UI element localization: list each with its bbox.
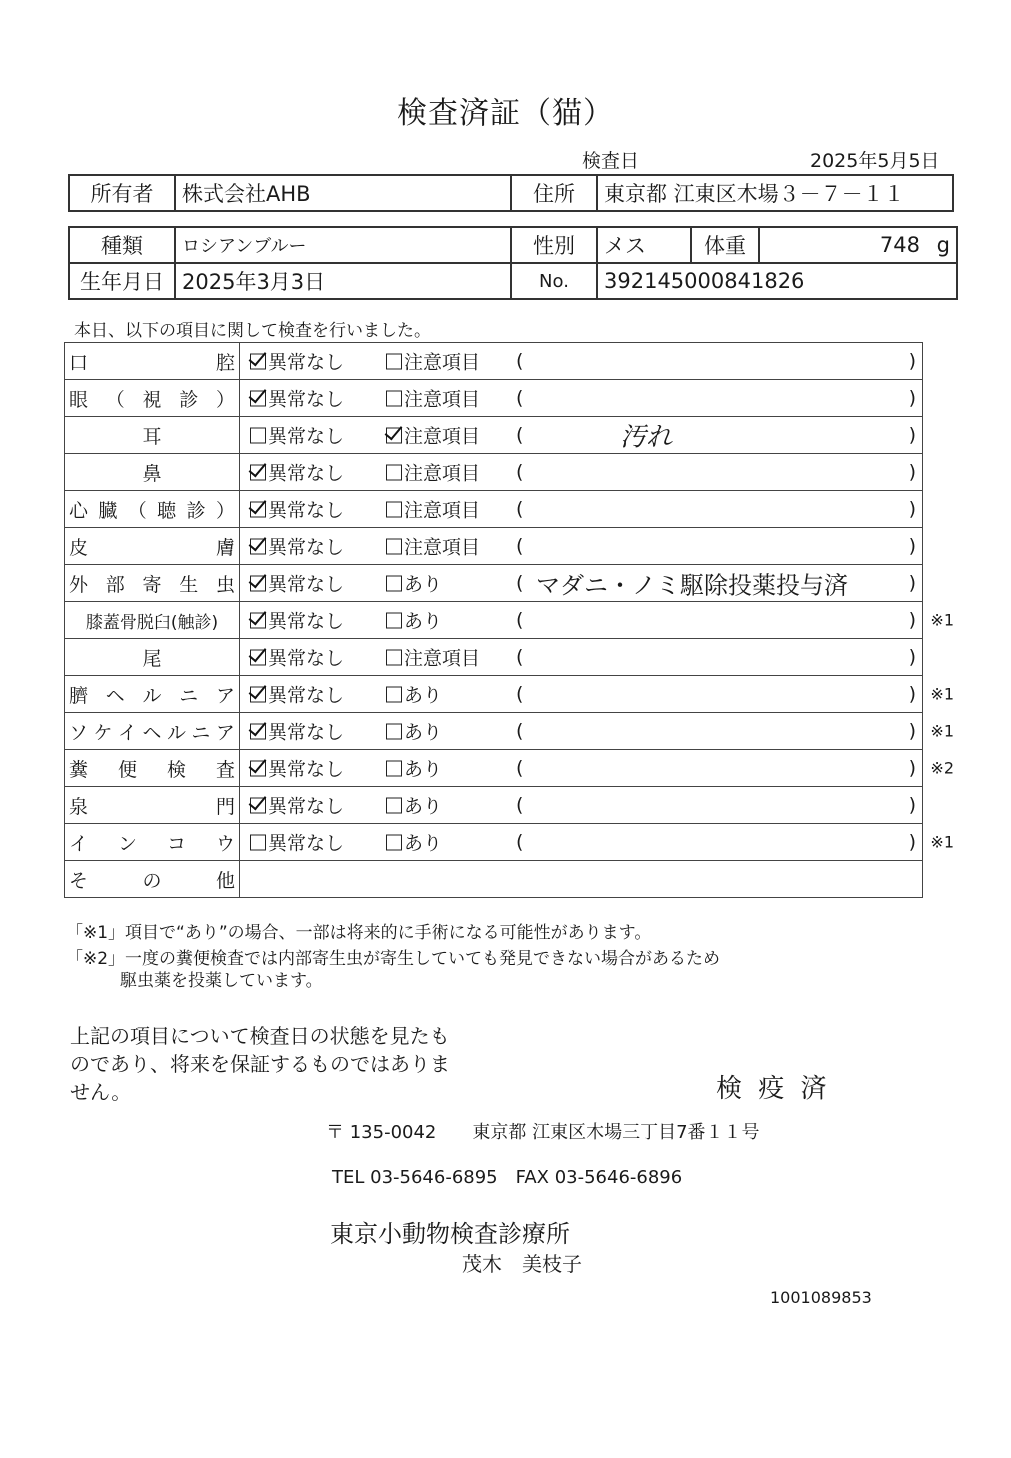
exam-note: 汚れ [620, 422, 673, 453]
exam-item-char: ウ [215, 832, 235, 855]
paren-close: ) [908, 350, 916, 372]
exam-item-char: 膚 [215, 536, 235, 559]
paren-open: ( [516, 387, 524, 409]
paren-close: ) [908, 572, 916, 594]
option-no-abnormality[interactable] [250, 422, 344, 449]
exam-row [65, 861, 923, 898]
option-label: 異常なし [268, 721, 345, 744]
clinic-name: 東京小動物検査診療所 [330, 1220, 570, 1248]
option-no-abnormality[interactable] [250, 570, 344, 597]
animal-table [68, 226, 958, 300]
exam-item-char: 診 [179, 388, 199, 411]
exam-item-char: 門 [215, 795, 235, 818]
option-attention[interactable] [386, 607, 442, 634]
option-no-abnormality[interactable] [250, 644, 344, 671]
option-label: 異常なし [268, 425, 345, 448]
paren-open: ( [516, 350, 524, 372]
option-attention[interactable] [386, 570, 442, 597]
exam-item-char: ソ [69, 721, 89, 744]
option-no-abnormality[interactable] [250, 385, 344, 412]
checkbox-icon[interactable] [386, 760, 402, 776]
exam-row [65, 417, 923, 454]
option-no-abnormality[interactable] [250, 533, 344, 560]
footnote-mark: ※2 [930, 758, 954, 778]
address-label: 住所 [511, 175, 597, 211]
birth-value: 2025年3月3日 [175, 263, 511, 299]
option-attention[interactable] [386, 681, 442, 708]
clinic-address: 〒 135-0042 東京都 江東区木場三丁目7番１１号 [326, 1122, 760, 1143]
breed-label: 種類 [69, 227, 175, 263]
sex-value: メス [597, 227, 691, 263]
option-label: 異常なし [268, 795, 345, 818]
exam-item-char: 査 [215, 758, 235, 781]
checkbox-icon[interactable] [386, 649, 402, 665]
exam-item-label [65, 787, 240, 824]
exam-result-cell [240, 824, 954, 861]
owner-table [68, 174, 954, 212]
footnote-1: 「※1」項目で“あり”の場合、一部は将来的に手術になる可能性があります。 [66, 923, 652, 943]
birth-label: 生年月日 [69, 263, 175, 299]
checkbox-icon[interactable] [386, 797, 402, 813]
checkbox-icon[interactable] [386, 612, 402, 628]
paren-close: ) [908, 683, 916, 705]
option-attention[interactable] [386, 792, 442, 819]
exam-result-cell [240, 750, 954, 787]
exam-item-label [65, 824, 240, 861]
paren-close: ) [908, 424, 916, 446]
exam-item-label [65, 380, 240, 417]
option-no-abnormality[interactable] [250, 459, 344, 486]
exam-item-char: の [142, 869, 162, 892]
exam-item-label [65, 528, 240, 565]
checked-box-icon[interactable] [250, 390, 266, 406]
exam-result-cell [240, 713, 954, 750]
exam-row [65, 343, 923, 380]
exam-date-label: 検査日 [582, 150, 640, 172]
option-attention[interactable] [386, 348, 480, 375]
paren-open: ( [516, 646, 524, 668]
option-label: 異常なし [268, 462, 345, 485]
exam-result-cell [240, 602, 954, 639]
exam-item-char: （ [105, 388, 125, 411]
exam-item-char: 聴 [157, 499, 177, 522]
option-attention[interactable] [386, 533, 480, 560]
option-label: 異常なし [268, 499, 345, 522]
option-label: あり [404, 795, 443, 818]
weight-label: 体重 [691, 227, 759, 263]
paren-close: ) [908, 794, 916, 816]
weight-cell [759, 227, 957, 263]
paren-close: ) [908, 831, 916, 853]
exam-item-char: 尾 [142, 647, 162, 670]
exam-item-char: 虫 [215, 573, 235, 596]
exam-item-char: ア [215, 721, 235, 744]
exam-item-char: ン [117, 832, 137, 855]
exam-row [65, 380, 923, 417]
paren-open: ( [516, 535, 524, 557]
number-label: No. [511, 263, 597, 299]
option-no-abnormality[interactable] [250, 829, 344, 856]
exam-item-char: 視 [142, 388, 162, 411]
option-no-abnormality[interactable] [250, 496, 344, 523]
exam-item-char: （ [127, 499, 147, 522]
exam-item-label [65, 343, 240, 380]
exam-result-cell [240, 565, 923, 602]
footnote-mark: ※1 [930, 610, 954, 630]
checkbox-icon[interactable] [386, 390, 402, 406]
checked-box-icon[interactable] [250, 797, 266, 813]
paren-close: ) [908, 498, 916, 520]
address-value: 東京都 江東区木場３－７－１１ [597, 175, 953, 211]
option-label: あり [404, 758, 443, 781]
exam-item-char: 便 [117, 758, 137, 781]
exam-item-char: 皮 [69, 536, 89, 559]
clinic-contact: TEL 03-5646-6895 FAX 03-5646-6896 [332, 1167, 683, 1188]
checked-box-icon[interactable] [250, 723, 266, 739]
paren-open: ( [516, 609, 524, 631]
option-label: 注意項目 [404, 499, 481, 522]
option-label: あり [404, 573, 443, 596]
checked-box-icon[interactable] [250, 686, 266, 702]
paren-open: ( [516, 498, 524, 520]
exam-item-char: イ [117, 721, 137, 744]
exam-row [65, 713, 923, 750]
exam-item-label [65, 454, 240, 491]
exam-row [65, 602, 923, 639]
paren-open: ( [516, 831, 524, 853]
option-label: 注意項目 [404, 351, 481, 374]
option-label: 注意項目 [404, 536, 481, 559]
checked-box-icon[interactable] [250, 501, 266, 517]
paren-open: ( [516, 461, 524, 483]
checkbox-icon[interactable] [386, 575, 402, 591]
option-label: 注意項目 [404, 647, 481, 670]
paren-open: ( [516, 683, 524, 705]
option-label: あり [404, 610, 443, 633]
paren-close: ) [908, 720, 916, 742]
page-title: 検査済証（猫） [397, 96, 614, 131]
option-label: 異常なし [268, 536, 345, 559]
exam-item-char: 外 [69, 573, 89, 596]
weight-unit: g [936, 233, 950, 257]
exam-item-label [65, 639, 240, 676]
breed-value: ロシアンブルー [175, 227, 511, 263]
exam-item-char: 口 [69, 351, 89, 374]
option-no-abnormality[interactable] [250, 681, 344, 708]
footnote-2: 「※2」一度の糞便検査では内部寄生虫が寄生していても発見できない場合があるため [66, 949, 721, 969]
option-label: あり [404, 684, 443, 707]
exam-item-char: 他 [215, 869, 235, 892]
option-label: 注意項目 [404, 425, 481, 448]
exam-item-char: 泉 [69, 795, 89, 818]
exam-item-char: 腔 [215, 351, 235, 374]
exam-item-label [65, 602, 240, 639]
exam-item-char: そ [69, 869, 89, 892]
exam-item-label [65, 417, 240, 454]
exam-result-cell [240, 639, 923, 676]
exam-item-char: ヘ [142, 721, 162, 744]
exam-result-cell [240, 417, 923, 454]
checkbox-icon[interactable] [386, 686, 402, 702]
paren-close: ) [908, 646, 916, 668]
checkbox-icon[interactable] [250, 834, 266, 850]
checkbox-icon[interactable] [386, 834, 402, 850]
exam-item-char: 眼 [69, 388, 89, 411]
option-no-abnormality[interactable] [250, 755, 344, 782]
checked-box-icon[interactable] [250, 575, 266, 591]
exam-row [65, 639, 923, 676]
exam-item-char: 診 [186, 499, 206, 522]
exam-item-char: コ [166, 832, 186, 855]
exam-item-char: ヘ [105, 684, 125, 707]
exam-item-char: 部 [105, 573, 125, 596]
exam-item-char: ニ [179, 684, 199, 707]
paren-close: ) [908, 609, 916, 631]
exam-item-char: 糞 [69, 758, 89, 781]
exam-item-char: 鼻 [142, 462, 162, 485]
option-label: 異常なし [268, 610, 345, 633]
checkbox-icon[interactable] [386, 353, 402, 369]
checkbox-icon[interactable] [386, 464, 402, 480]
owner-label: 所有者 [69, 175, 175, 211]
exam-result-cell [240, 380, 923, 417]
checked-box-icon[interactable] [250, 612, 266, 628]
inspection-stamp: 検 疫 済 [716, 1074, 831, 1104]
exam-item-char: 寄 [142, 573, 162, 596]
option-attention[interactable] [386, 385, 480, 412]
exam-result-cell [240, 491, 923, 528]
footnote-mark: ※1 [930, 721, 954, 741]
option-no-abnormality[interactable] [250, 792, 344, 819]
vet-name: 茂木 美枝子 [462, 1252, 582, 1276]
paren-close: ) [908, 757, 916, 779]
footnote-mark: ※1 [930, 832, 954, 852]
exam-table [64, 342, 954, 898]
exam-item-char: ケ [93, 721, 113, 744]
exam-row [65, 491, 923, 528]
option-label: 注意項目 [404, 388, 481, 411]
footnote-2-continued: 駆虫薬を投薬しています。 [120, 971, 323, 991]
checked-box-icon[interactable] [250, 353, 266, 369]
exam-item-char: 膝蓋骨脱臼(触診) [85, 612, 219, 633]
intro-text: 本日、以下の項目に関して検査を行いました。 [74, 321, 431, 341]
paren-open: ( [516, 794, 524, 816]
exam-item-label [65, 750, 240, 787]
exam-item-char: ） [215, 388, 235, 411]
checkbox-icon[interactable] [386, 538, 402, 554]
exam-item-char: ） [215, 499, 235, 522]
checked-box-icon[interactable] [250, 649, 266, 665]
option-label: 異常なし [268, 684, 345, 707]
exam-row [65, 676, 923, 713]
option-attention[interactable] [386, 644, 480, 671]
option-attention[interactable] [386, 459, 480, 486]
exam-item-label [65, 491, 240, 528]
option-label: あり [404, 832, 443, 855]
exam-item-char: 耳 [142, 425, 162, 448]
exam-result-cell [240, 861, 923, 898]
exam-result-cell [240, 787, 923, 824]
option-no-abnormality[interactable] [250, 607, 344, 634]
exam-item-char: 臍 [69, 684, 89, 707]
checked-box-icon[interactable] [250, 760, 266, 776]
exam-item-label [65, 713, 240, 750]
paren-close: ) [908, 387, 916, 409]
paren-close: ) [908, 535, 916, 557]
exam-item-label [65, 565, 240, 602]
option-attention[interactable] [386, 829, 442, 856]
exam-date-value: 2025年5月5日 [810, 150, 940, 172]
checked-box-icon[interactable] [250, 464, 266, 480]
owner-value: 株式会社AHB [175, 175, 511, 211]
exam-item-char: 臓 [98, 499, 118, 522]
paren-open: ( [516, 720, 524, 742]
exam-row [65, 824, 923, 861]
checkbox-icon[interactable] [386, 723, 402, 739]
exam-note: マダニ・ノミ駆除投薬投与済 [536, 571, 848, 600]
exam-item-char: ル [166, 721, 186, 744]
checked-box-icon[interactable] [386, 427, 402, 443]
paren-open: ( [516, 572, 524, 594]
paren-open: ( [516, 424, 524, 446]
option-label: 異常なし [268, 388, 345, 411]
option-attention[interactable] [386, 496, 480, 523]
exam-item-char: 心 [69, 499, 89, 522]
option-no-abnormality[interactable] [250, 348, 344, 375]
exam-row [65, 787, 923, 824]
exam-row [65, 528, 923, 565]
exam-item-label [65, 676, 240, 713]
paren-open: ( [516, 757, 524, 779]
exam-item-char: 生 [179, 573, 199, 596]
weight-value: 748 [879, 233, 920, 257]
paren-close: ) [908, 461, 916, 483]
footnote-mark: ※1 [930, 684, 954, 704]
serial-number: 1001089853 [770, 1288, 872, 1307]
exam-item-char: イ [69, 832, 89, 855]
option-label: 異常なし [268, 758, 345, 781]
exam-item-char: ル [142, 684, 162, 707]
exam-result-cell [240, 454, 923, 491]
sex-label: 性別 [511, 227, 597, 263]
option-attention[interactable] [386, 718, 442, 745]
option-label: 異常なし [268, 573, 345, 596]
option-label: 異常なし [268, 647, 345, 670]
checkbox-icon[interactable] [250, 427, 266, 443]
exam-result-cell [240, 343, 923, 380]
checkbox-icon[interactable] [386, 501, 402, 517]
exam-row [65, 750, 923, 787]
option-label: 異常なし [268, 832, 345, 855]
exam-row [65, 565, 923, 602]
option-label: あり [404, 721, 443, 744]
exam-item-label [65, 861, 240, 898]
option-label: 注意項目 [404, 462, 481, 485]
option-label: 異常なし [268, 351, 345, 374]
exam-item-char: 検 [166, 758, 186, 781]
exam-item-char: ニ [191, 721, 211, 744]
exam-row [65, 454, 923, 491]
exam-item-char: ア [215, 684, 235, 707]
checked-box-icon[interactable] [250, 538, 266, 554]
option-attention[interactable] [386, 422, 480, 449]
exam-result-cell [240, 676, 954, 713]
exam-result-cell [240, 528, 923, 565]
number-value: 392145000841826 [597, 263, 957, 299]
option-no-abnormality[interactable] [250, 718, 344, 745]
option-attention[interactable] [386, 755, 442, 782]
disclaimer-statement: 上記の項目について検査日の状態を見たものであり、将来を保証するものではありません。 [70, 1024, 450, 1104]
